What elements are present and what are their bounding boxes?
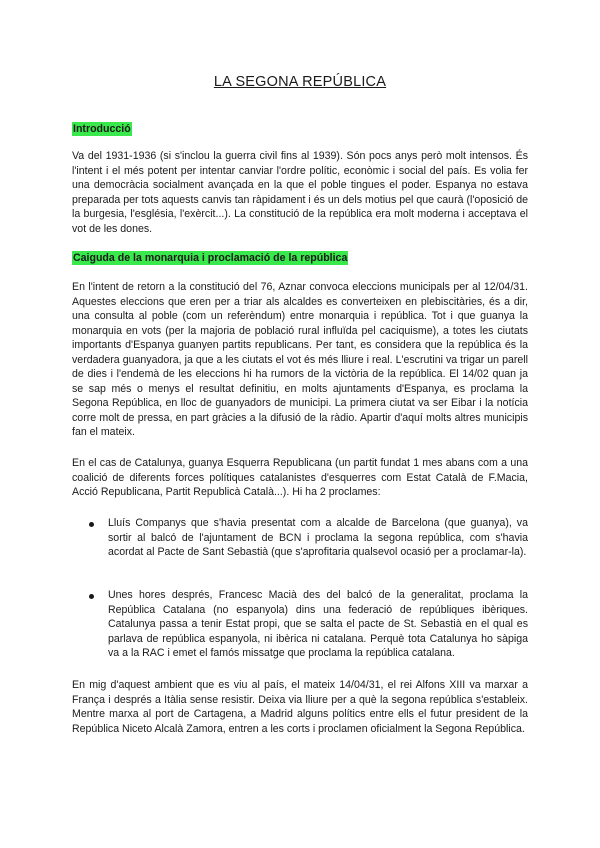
bullet-dot-2 xyxy=(89,594,94,599)
heading-introduccio: Introducció xyxy=(73,123,131,135)
paragraph-eleccions: En l'intent de retorn a la constitució del 76, Aznar convoca eleccions municipals per al 12/04/31. Aquestes eleccions que eren per a triar als alcaldes es converteixen en plebiscitàries, és a dir, una consulta al poble (com un referèndum) entre monarquia i república. Tot i que guanya la monarquia en vots (per la majoria de població rural influïda pel caciquisme), a totes les ciutats importants d'Espanya guanyen partits republicans. Per tant, es considera que la república és la verdadera guanyadora, ja que a les ciutats el vot és més lliure i real. L'escrutini va trigar un parell de dies i l'endemà de les eleccions hi ha rumors de la victòria de la república. El 14/02 quan ja se sap més o menys el resultat definitiu, en molts ajuntaments d'Espanya, es proclama la Segona República, en lloc de guanyadors de municipi. La primera ciutat va ser Eibar i la notícia corre molt de pressa, en part gràcies a la difusió de la ràdio. Apartir d'aquí molts altres municipis fan el mateix. xyxy=(72,281,528,438)
paragraph-alfons-xiii: En mig d'aquest ambient que es viu al país, el mateix 14/04/31, el rei Alfons XIII va marxar a França i després a Itàlia sense resistir. Deixa via lliure per a què la segona república s'estableix. Mentre marxa al port de Cartagena, a Madrid alguns polítics entre ells el futur president de la República Niceto Alcalà Zamora, entren a les corts i proclamen oficialment la Segona República. xyxy=(72,679,528,735)
paragraph-introduccio: Va del 1931-1936 (si s'inclou la guerra civil fins al 1939). Són pocs anys però molt intensos. És l'intent i el més potent per intentar canviar l'ordre polític, econòmic i social del país. Es volia fer una democràcia socialment avançada en la que el poble tingues el poder. Espanya no estava preparada per tots aquests canvis tan ràpidament i és un dels motius pel que caurà (l'oposició de la burgesia, l'església, l'exèrcit...). La constitució de la república era molt moderna i acceptava el vot de les dones. xyxy=(72,150,528,235)
paragraph-catalunya: En el cas de Catalunya, guanya Esquerra Republicana (un partit fundat 1 mes abans com a una coalició de diferents forces polítiques catalanistes d'esquerres com Estat Català de F.Macia, Acció Republicana, Partit Republicà Català...). Hi ha 2 proclames: xyxy=(72,457,528,498)
bullet-companys: Lluís Companys que s'havia presentat com a alcalde de Barcelona (que guanya), va sortir al balcó de l'ajuntament de BCN i proclama la segona república, com s'havia acordat al Pacte de Sant Sebastià (que s'aprofitaria qualsevol ocasió per a proclamar-la). xyxy=(108,517,528,558)
bullet-macia: Unes hores després, Francesc Macià des del balcó de la generalitat, proclama la República Catalana (no espanyola) dins una federació de repúbliques ibèriques. Catalunya passa a tenir Estat propi, que se salta el pacte de St. Sebastià en el qual es parlava de república espanyola, ni ibèrica ni catalana. Perquè tota Catalunya ho sàpiga va a la RAC i emet el famós missatge que proclama la república catalana. xyxy=(108,589,528,659)
bullet-dot-1 xyxy=(89,522,94,527)
page-title: LA SEGONA REPÚBLICA xyxy=(213,74,387,90)
heading-caiguda-monarquia: Caiguda de la monarquia i proclamació de la república xyxy=(73,252,348,264)
